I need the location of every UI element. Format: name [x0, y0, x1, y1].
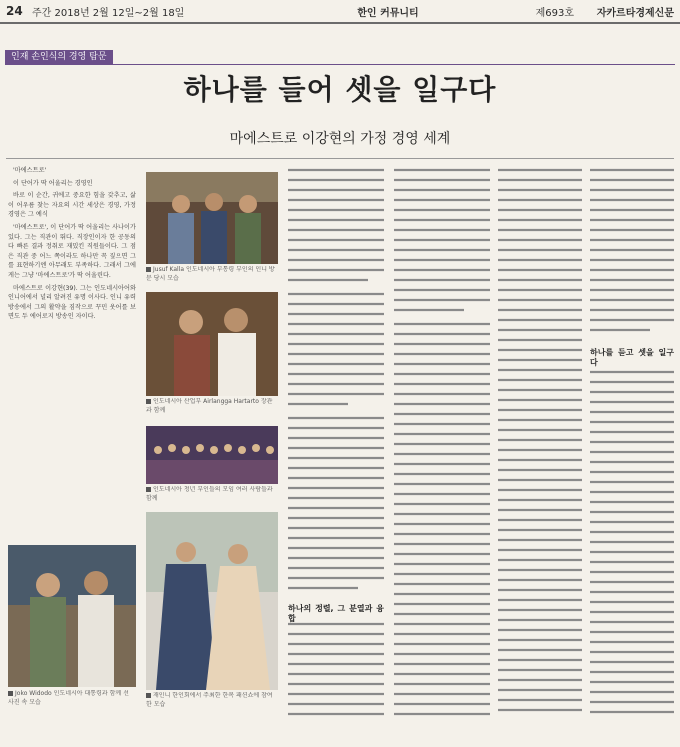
photo-with-president — [8, 545, 136, 687]
text-lines — [288, 166, 384, 730]
paragraph: 바로 이 순간, 귀에고 중요한 힘을 갖추고, 삶이 어우름 찾는 자요의 시간 세상은 경영, 가정 경영은 그 예식 — [8, 192, 136, 219]
subhead-1: 하나의 정렬, 그 분열과 융합 — [288, 604, 384, 623]
text-column-5 — [590, 166, 674, 736]
photo-hanbok — [146, 512, 278, 690]
paragraph: 마에스트로 이강현(39). 그는 인도네시아어와 인니어에서 널리 알려진 유명 이사다. 인니 유력 방송에서 그의 활약을 짐작으로 꾸민 웃어를 보면도 두 에어로지 방송인 자이다. — [8, 284, 136, 321]
page-number: 24 — [6, 4, 23, 18]
paragraph: 이 단어가 딱 어울리는 경영인 — [13, 179, 93, 187]
photo-jusuf-kalla — [146, 172, 278, 264]
paper-name: 자카르타경제신문 — [596, 7, 674, 19]
caption-marker-icon — [146, 399, 151, 404]
caption-photo4: Joko Widodo 인도네시아 대통령과 함께 선 사진 속 모습 — [8, 690, 129, 706]
caption-photo1: Jusuf Kalla 인도네시아 부통령 부인의 인니 방문 당시 모습 — [146, 266, 275, 282]
paragraph: '마에스트로' — [13, 167, 47, 174]
caption-photo2: 인도네시아 산업부 Airlangga Hartarto 장관과 함께 — [146, 398, 273, 414]
photo-minister — [146, 292, 278, 396]
article-subtitle: 마에스트로 이강현의 가정 경영 세계 — [229, 131, 451, 147]
photo-group — [146, 426, 278, 484]
text-column-2 — [288, 166, 384, 736]
caption-marker-icon — [146, 487, 151, 492]
series-tag: 인재 손인식의 경영 탐문 — [5, 50, 113, 64]
caption-marker-icon — [8, 691, 13, 696]
series-divider — [5, 64, 675, 65]
paragraph: '마에스트로', 이 단어가 딱 어울리는 사나이가 있다. 그는 직관이 뛰다. 직장인이자 한 공동의 다 빠른 결과 정취로 재밌킨 직원들이다. 그 점은 직관 중 어느 쪽이라도 하나만 꼭 짚으면 그를 표현하기엔 아무래도 부족하다. 그래서 그에게는 그냥 '마에스트로'가 딱 어울린다. — [8, 223, 136, 279]
caption-photo5: 재인니 한인회에서 주최한 한복 패션쇼에 참여한 모습 — [146, 692, 273, 708]
issue-date: 주간 2018년 2월 12일~2월 18일 — [32, 7, 185, 19]
text-column-4 — [498, 166, 582, 736]
title-divider — [6, 158, 674, 159]
caption-marker-icon — [146, 267, 151, 272]
issue-number: 제693호 — [535, 7, 574, 19]
article-title: 하나를 들어 셋을 일구다 — [183, 73, 497, 106]
caption-photo3: 인도네시아 청년 부인들의 모임 여러 사람들과 함께 — [146, 486, 273, 502]
text-column-3 — [394, 166, 490, 736]
caption-marker-icon — [146, 693, 151, 698]
section-name: 한인 커뮤니티 — [357, 7, 419, 19]
subhead-2: 하나를 듣고 셋을 일구다 — [590, 348, 674, 367]
page-header — [0, 0, 680, 24]
